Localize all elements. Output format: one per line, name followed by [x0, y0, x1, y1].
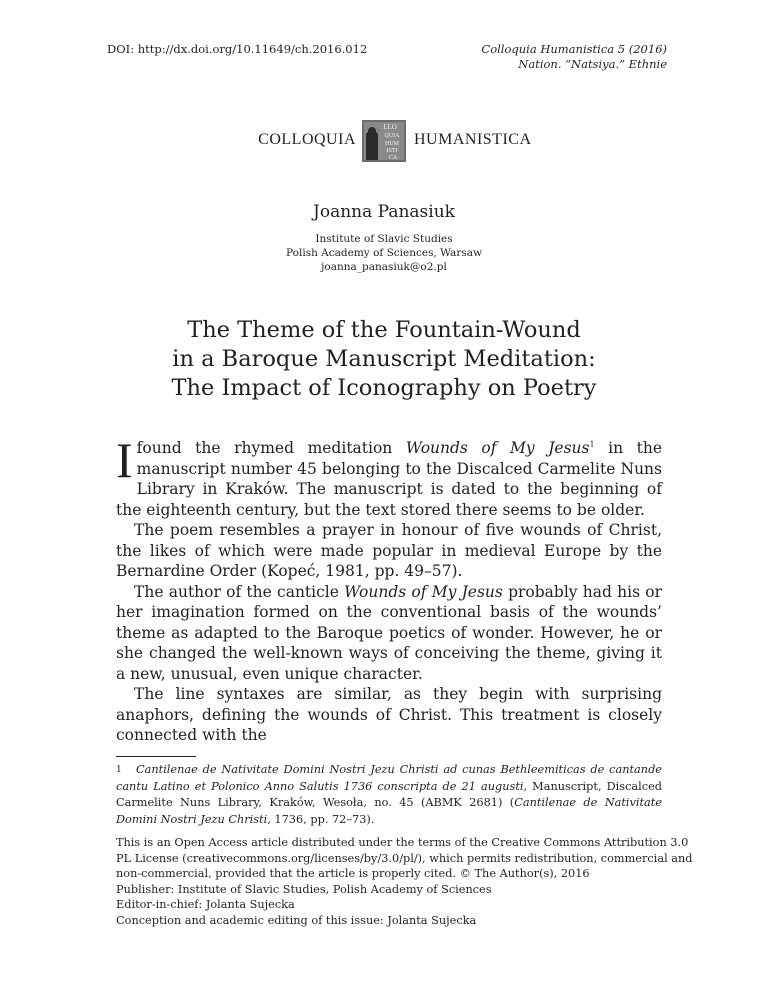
publisher-line: Publisher: Institute of Slavic Studies, Polish Academy of Sciences: [116, 882, 492, 896]
title-line: The Theme of the Fountain-Wound: [187, 317, 581, 343]
emblem-line: LLO: [383, 123, 397, 131]
journal-emblem-icon: [362, 120, 406, 162]
logo-text-right: HUMANISTICA: [414, 131, 532, 148]
emblem-line: ISTI: [386, 148, 398, 154]
footnote-divider: [116, 756, 196, 757]
title-line: in a Baroque Manuscript Meditation:: [172, 346, 596, 372]
drop-cap: I: [116, 432, 133, 488]
journal-header: [481, 42, 667, 72]
editor-line: Editor-in-chief: Jolanta Sujecka: [116, 898, 295, 911]
license-line: PL License (creativecommons.org/licenses/by/3.0/pl/), which permits redistribution, commercial and: [116, 851, 693, 865]
author-affiliation: [0, 232, 768, 274]
paragraph: The author of the canticle Wounds of My Jesus probably had his or her imagination formed on the conventional basis of the wounds’ theme as adapted to the Baroque poetics of wonder. However, he or she changed the well-known ways of conceiving the theme, giving it a new, unusual, even unique character.: [116, 582, 662, 683]
author-email: joanna_panasiuk@o2.pl: [321, 261, 447, 273]
license-notice: [116, 835, 693, 928]
emblem-line: QUIA: [384, 133, 400, 139]
article-title: [0, 316, 768, 403]
journal-citation: Colloquia Humanistica 5 (2016): [481, 42, 667, 56]
footnote-number: 1: [116, 765, 122, 775]
license-line: This is an Open Access article distributed under the terms of the Creative Commons Attribution 3.0: [116, 836, 689, 849]
footnote-ref: 1: [589, 439, 595, 449]
footnote: 1 Cantilenae de Nativitate Domini Nostri Jezu Christi ad cunas Bethleemiticas de cantande cantu Latino et Polonico Anno Salutis 1736 conscripta de 21 augusti, Manuscript, Discalced Carmelite Nuns Library, Kraków, Wesoła, no. 45 (ABMK 2681) (Cantilenae de Nativitate Domini Nostri Jezu Christi, 1736, pp. 72–73).: [116, 763, 663, 826]
emblem-line: HUM: [384, 141, 400, 147]
title-line: The Impact of Iconography on Poetry: [171, 375, 597, 401]
affiliation-line: Institute of Slavic Studies: [315, 233, 453, 245]
journal-logo: [0, 120, 768, 164]
paragraph: I found the rhymed meditation Wounds of My Jesus$^1$ in the manuscript number 45 belonging to the Discalced Carmelite Nuns Library in Kraków. The manuscript is dated to the beginning of the eighteenth century, but the text stored there seems to be older.: [116, 432, 662, 519]
license-line: non-commercial, provided that the article is properly cited. © The Author(s), 2016: [116, 867, 590, 880]
emblem-line: CA: [388, 155, 398, 161]
issue-title: Nation. “Natsiya.” Ethnie: [518, 57, 667, 71]
author-name: Joanna Panasiuk: [313, 202, 455, 222]
affiliation-line: Polish Academy of Sciences, Warsaw: [286, 247, 482, 259]
paragraph: The line syntaxes are similar, as they begin with surprising anaphors, defining the wounds of Christ. This treatment is closely connected with the: [116, 685, 662, 744]
paragraph: The poem resembles a prayer in honour of five wounds of Christ, the likes of which were made popular in medieval Europe by the Bernardine Order (Kopeć, 1981, pp. 49–57).: [116, 521, 662, 580]
doi-header: DOI: http://dx.doi.org/10.11649/ch.2016.012: [107, 42, 368, 56]
conception-line: Conception and academic editing of this issue: Jolanta Sujecka: [116, 913, 477, 927]
article-body: [116, 432, 662, 746]
logo-text-left: COLLOQUIA: [258, 131, 356, 148]
